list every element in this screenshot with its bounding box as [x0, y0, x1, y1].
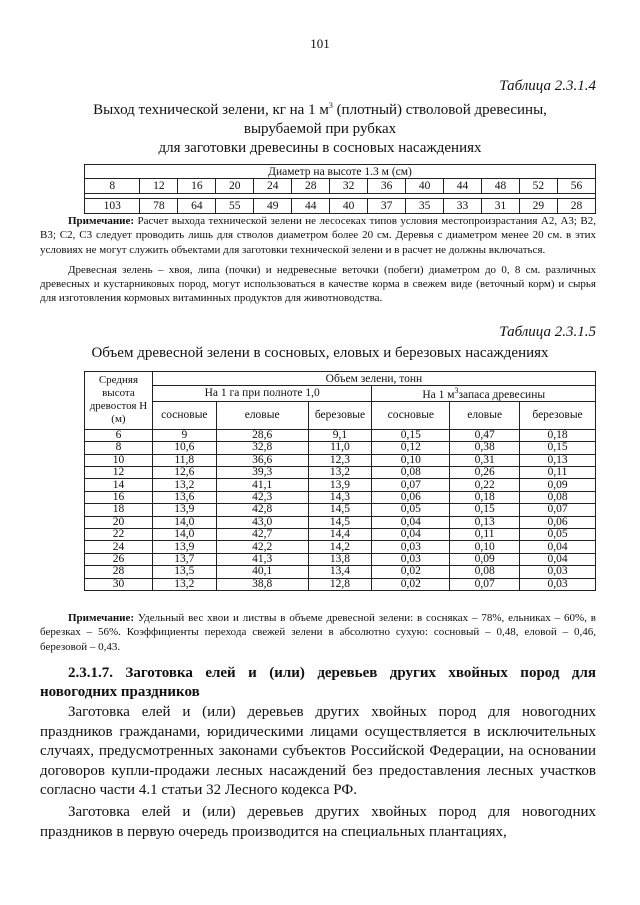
- table2-cell: 26: [85, 553, 153, 565]
- table-row: [85, 504, 596, 516]
- table2-cell: 14,5: [308, 504, 372, 516]
- table1-diameter-cell: 36: [368, 179, 406, 194]
- table2-cell: 24: [85, 541, 153, 553]
- table1-diameter-cell: 28: [292, 179, 330, 194]
- table1-diameter-cell: 32: [330, 179, 368, 194]
- table2-cell: 0,03: [520, 578, 596, 590]
- table-row: [85, 491, 596, 503]
- table2-cell: 13,2: [308, 467, 372, 479]
- table2-cell: 42,3: [216, 491, 308, 503]
- table1-value-cell: 103: [85, 199, 140, 214]
- table2-cell: 13,8: [308, 553, 372, 565]
- table1-title-line1-end: (плотный) стволовой древесины,: [332, 102, 547, 118]
- table1-title: [40, 96, 600, 158]
- table2-cell: 0,07: [372, 479, 450, 491]
- section-heading: 2.3.1.7. Заготовка елей и (или) деревьев других хвойных пород для новогодних праздников: [40, 665, 596, 700]
- table2-group2-header: [372, 386, 596, 402]
- table2-cell: 0,04: [372, 516, 450, 528]
- table-row: [85, 467, 596, 479]
- table1-title-line1: Выход технической зелени, кг на 1 м: [93, 102, 329, 118]
- table2-body: [85, 429, 596, 590]
- table1-diameter-cell: 52: [519, 179, 557, 194]
- table2-cell: 0,18: [450, 491, 520, 503]
- table2-cell: 14,5: [308, 516, 372, 528]
- table1-header: Диаметр на высоте 1.3 м (см): [85, 165, 596, 179]
- table2-cell: 16: [85, 491, 153, 503]
- table2-cell: 13,2: [152, 479, 216, 491]
- table1-diameter-cell: 8: [85, 179, 140, 194]
- table2-cell: 6: [85, 429, 153, 441]
- table2-cell: 20: [85, 516, 153, 528]
- table1-title-line2: вырубаемой при рубках: [243, 121, 397, 137]
- table2-cell: 14,3: [308, 491, 372, 503]
- table-row: [85, 454, 596, 466]
- table2-cell: 28,6: [216, 429, 308, 441]
- table2-cell: 0,10: [450, 541, 520, 553]
- table2-cell: 0,11: [520, 467, 596, 479]
- note2-label: Примечание:: [68, 612, 135, 624]
- table1-diameter-cell: 56: [557, 179, 595, 194]
- table2-cell: 11,0: [308, 442, 372, 454]
- table1-diameter-cell: 20: [216, 179, 254, 194]
- table1-value-cell: 44: [292, 199, 330, 214]
- table2-cell: 0,04: [520, 553, 596, 565]
- table2-cell: 0,06: [372, 491, 450, 503]
- table2-cell: 0,13: [520, 454, 596, 466]
- table-row: [85, 479, 596, 491]
- note2-text: Удельный вес хвои и листвы в объеме древесной зелени: в сосняках – 78%, ельниках – 60%, в березках – 56%. Коэффициенты перехода свежей зелени в абсолютно сухую: сосновый – 0,48, еловой – 0,46, березовой – 0,43.: [40, 612, 596, 653]
- table1-value-cell: 37: [368, 199, 406, 214]
- table-row: [85, 429, 596, 441]
- table2-species-header: еловые: [216, 401, 308, 429]
- table2-cell: 0,03: [372, 541, 450, 553]
- table2-cell: 22: [85, 528, 153, 540]
- table2-cell: 0,26: [450, 467, 520, 479]
- table1-value-row: [85, 199, 596, 214]
- table2-cell: 40,1: [216, 566, 308, 578]
- table1-diameter-cell: 40: [406, 179, 444, 194]
- table-row: [85, 442, 596, 454]
- table2-cell: 10: [85, 454, 153, 466]
- table-row: [85, 553, 596, 565]
- table2-cell: 9: [152, 429, 216, 441]
- table1-title-line3: для заготовки древесины в сосновых насаждениях: [158, 140, 482, 156]
- note1: [40, 214, 596, 306]
- table2-cell: 14,0: [152, 528, 216, 540]
- table2-species-header: березовые: [520, 401, 596, 429]
- table2-cell: 0,38: [450, 442, 520, 454]
- table2-species-header: березовые: [308, 401, 372, 429]
- table2-cell: 0,31: [450, 454, 520, 466]
- table1: [84, 164, 596, 214]
- table2-cell: 13,7: [152, 553, 216, 565]
- section-para1: Заготовка елей и (или) деревьев других хвойных пород для новогодних праздников гражданами, юридическими лицами осуществляется в исключительных случаях, предусмотренных законами субъектов Российской Федерации, на основании договоров купли-продажи лесных насаждений без предоставления лесных участков согласно части 4.1 статьи 32 Лесного кодекса РФ.: [40, 704, 596, 799]
- table1-diameter-cell: 24: [254, 179, 292, 194]
- table1-value-cell: 35: [406, 199, 444, 214]
- table2-cell: 36,6: [216, 454, 308, 466]
- table2-cell: 0,13: [450, 516, 520, 528]
- table2-cell: 0,04: [372, 528, 450, 540]
- table2-cell: 0,08: [520, 491, 596, 503]
- table2-cell: 0,02: [372, 578, 450, 590]
- table1-diameter-row: [85, 179, 596, 194]
- table1-value-cell: 49: [254, 199, 292, 214]
- table2-cell: 0,05: [372, 504, 450, 516]
- table2-cell: 43,0: [216, 516, 308, 528]
- note2: [40, 611, 596, 654]
- table2-cell: 42,8: [216, 504, 308, 516]
- table1-value-cell: 64: [178, 199, 216, 214]
- table2-cell: 8: [85, 442, 153, 454]
- table2-cell: 0,10: [372, 454, 450, 466]
- table2-cell: 0,12: [372, 442, 450, 454]
- table2-cell: 0,03: [520, 566, 596, 578]
- table2-cell: 9,1: [308, 429, 372, 441]
- table2-cell: 13,4: [308, 566, 372, 578]
- table2-cell: 0,15: [520, 442, 596, 454]
- note1-para2: Древесная зелень – хвоя, липа (почки) и недревесные веточки (побеги) диаметром до 0, 8 см. различных древесных и кустарниковых пород, могут использоваться в качестве корма в свежем виде (веточный корм) и сырья для изготовления кормовых витаминных продуктов для животноводства.: [40, 263, 596, 305]
- table2-species-header: сосновые: [372, 401, 450, 429]
- table2-cell: 13,5: [152, 566, 216, 578]
- page-number: 101: [310, 36, 330, 51]
- table2-cell: 39,3: [216, 467, 308, 479]
- table2-volume-header: Объем зелени, тонн: [152, 372, 595, 386]
- table2-cell: 14,0: [152, 516, 216, 528]
- table1-title-sup: 3: [328, 101, 333, 110]
- table2-cell: 0,08: [450, 566, 520, 578]
- table2-cell: 0,11: [450, 528, 520, 540]
- table2-species-header: сосновые: [152, 401, 216, 429]
- table2-group1-header: На 1 га при полноте 1,0: [152, 386, 372, 402]
- table2-species-header: еловые: [450, 401, 520, 429]
- table1-value-cell: 31: [482, 199, 520, 214]
- table2-cell: 0,08: [372, 467, 450, 479]
- table1-value-cell: 33: [444, 199, 482, 214]
- table2-cell: 0,02: [372, 566, 450, 578]
- table2-cell: 13,2: [152, 578, 216, 590]
- table1-diameter-cell: 44: [444, 179, 482, 194]
- table2-group2-post: запаса древесины: [458, 388, 546, 401]
- table-row: [85, 528, 596, 540]
- table2-cell: 0,15: [450, 504, 520, 516]
- table2-species-row: [85, 401, 596, 429]
- note1-text: Расчет выхода технической зелени не лесосеках типов условия местопроизрастания А2, А3; В2, В3; С2, С3 следует проводить лишь для стволов диаметром более 20 см. Деревья с диаметром менее 20 см. в этих условиях не могут служить объектами для заготовки технической зелени и в расчет не должны включаться.: [40, 215, 596, 256]
- table2-cell: 13,6: [152, 491, 216, 503]
- table2-cell: 0,09: [450, 553, 520, 565]
- table1-caption: Таблица 2.3.1.4: [499, 78, 596, 94]
- table2-cell: 18: [85, 504, 153, 516]
- table2-cell: 0,07: [520, 504, 596, 516]
- table1-value-cell: 55: [216, 199, 254, 214]
- table2-cell: 28: [85, 566, 153, 578]
- table2-cell: 42,2: [216, 541, 308, 553]
- table2-cell: 32,8: [216, 442, 308, 454]
- table2-height-header: Средняя высота древостоя Н (м): [85, 372, 153, 430]
- table2-cell: 13,9: [152, 541, 216, 553]
- table2-cell: 0,03: [372, 553, 450, 565]
- table2-cell: 12,6: [152, 467, 216, 479]
- table2-cell: 14: [85, 479, 153, 491]
- table2-cell: 11,8: [152, 454, 216, 466]
- table2-cell: 0,09: [520, 479, 596, 491]
- table2-caption: Таблица 2.3.1.5: [499, 324, 596, 340]
- table-row: [85, 516, 596, 528]
- table2-cell: 0,06: [520, 516, 596, 528]
- table2-cell: 38,8: [216, 578, 308, 590]
- table2-cell: 13,9: [152, 504, 216, 516]
- table2: [84, 371, 596, 591]
- table2-group2-sup: 3: [454, 386, 459, 395]
- table2-cell: 14,4: [308, 528, 372, 540]
- section-body: [40, 703, 596, 842]
- table-row: [85, 566, 596, 578]
- table1-value-cell: 40: [330, 199, 368, 214]
- table-row: [85, 541, 596, 553]
- table2-cell: 0,18: [520, 429, 596, 441]
- table1-value-cell: 28: [557, 199, 595, 214]
- table1-value-cell: 78: [140, 199, 178, 214]
- table2-cell: 42,7: [216, 528, 308, 540]
- table2-cell: 0,05: [520, 528, 596, 540]
- table2-cell: 41,3: [216, 553, 308, 565]
- table-row: [85, 578, 596, 590]
- table2-cell: 12,3: [308, 454, 372, 466]
- note1-label: Примечание:: [68, 215, 135, 227]
- table2-cell: 12: [85, 467, 153, 479]
- table2-cell: 10,6: [152, 442, 216, 454]
- table2-cell: 0,04: [520, 541, 596, 553]
- table2-cell: 14,2: [308, 541, 372, 553]
- table2-cell: 0,22: [450, 479, 520, 491]
- table2-cell: 13,9: [308, 479, 372, 491]
- table1-diameter-cell: 12: [140, 179, 178, 194]
- table2-cell: 0,47: [450, 429, 520, 441]
- section-para2: Заготовка елей и (или) деревьев других хвойных пород для новогодних праздников в первую очередь производится на специальных плантациях,: [40, 803, 596, 840]
- table2-cell: 30: [85, 578, 153, 590]
- table2-cell: 41,1: [216, 479, 308, 491]
- table2-group2-pre: На 1 м: [422, 388, 455, 401]
- table2-cell: 12,8: [308, 578, 372, 590]
- table1-value-cell: 29: [519, 199, 557, 214]
- table2-cell: 0,07: [450, 578, 520, 590]
- table2-title: Объем древесной зелени в сосновых, еловых и березовых насаждениях: [91, 345, 549, 361]
- table1-diameter-cell: 48: [482, 179, 520, 194]
- table2-cell: 0,15: [372, 429, 450, 441]
- table1-diameter-cell: 16: [178, 179, 216, 194]
